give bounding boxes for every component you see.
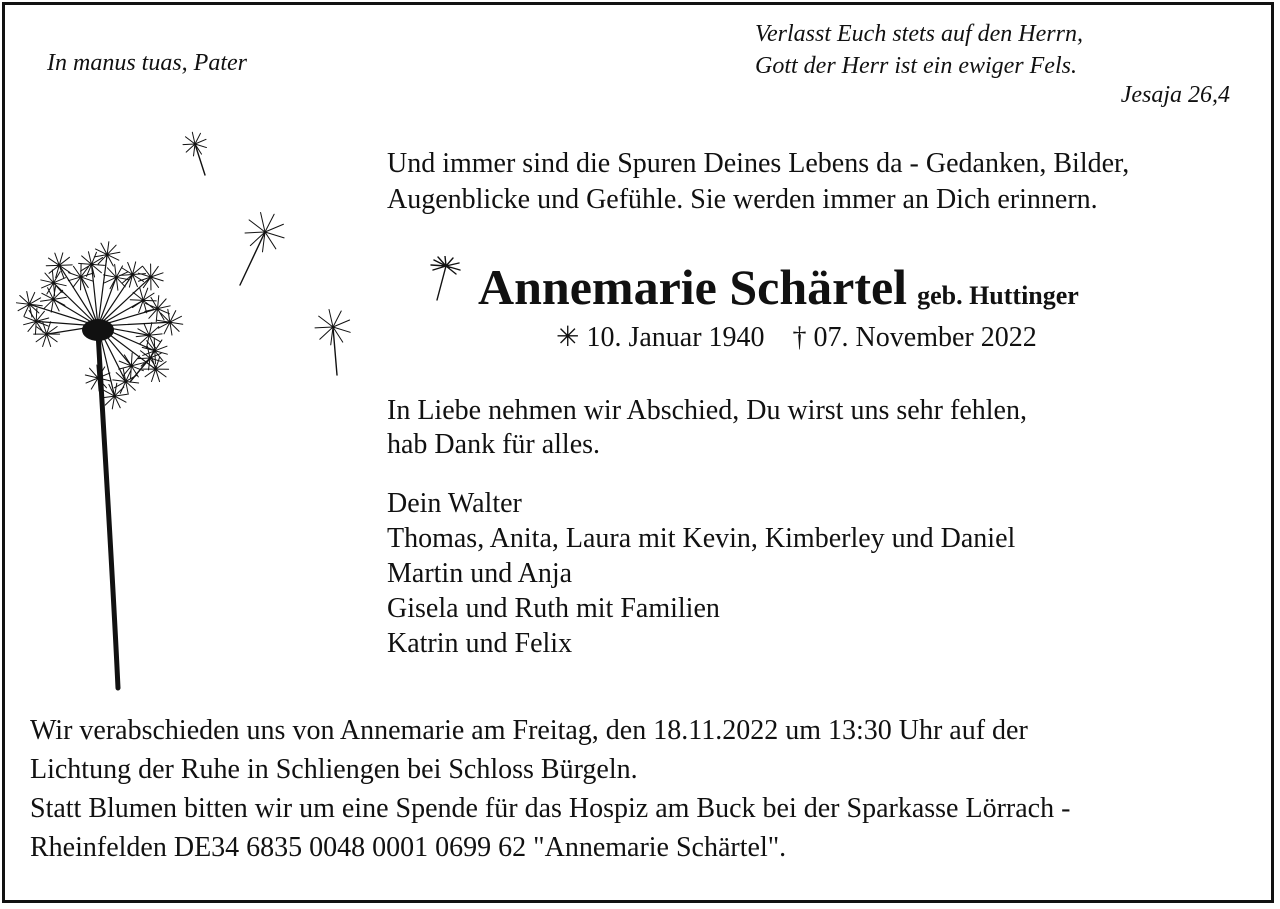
birth-date: 10. Januar 1940 <box>586 322 765 353</box>
birth-star-icon: ✳ <box>556 322 580 353</box>
family-signature <box>387 486 1015 661</box>
intro-line: Augenblicke und Gefühle. Sie werden immer an Dich erinnern. <box>387 184 1098 215</box>
intro-text <box>387 146 1129 218</box>
funeral-line: Wir verabschieden uns von Annemarie am Freitag, den 18.11.2022 um 13:30 Uhr auf der <box>30 715 1028 746</box>
family-line: Dein Walter <box>387 488 522 519</box>
deceased-heading <box>478 258 1079 316</box>
bible-verse-line: Verlasst Euch stets auf den Herrn, <box>755 21 1083 47</box>
donation-line: Rheinfelden DE34 6835 0048 0001 0699 62 "Annemarie Schärtel". <box>30 832 787 863</box>
donation-line: Statt Blumen bitten wir um eine Spende für das Hospiz am Buck bei der Sparkasse Lörrach - <box>30 793 1071 824</box>
funeral-line: Lichtung der Ruhe in Schliengen bei Schloss Bürgeln. <box>30 754 638 785</box>
family-line: Katrin und Felix <box>387 628 573 659</box>
death-date: 07. November 2022 <box>813 322 1037 353</box>
verse-reference: Jesaja 26,4 <box>1120 82 1230 108</box>
dandelion-seed-icon <box>426 256 462 304</box>
dandelion-illustration <box>0 120 380 700</box>
cross-icon: † <box>792 322 807 353</box>
deceased-name: Annemarie Schärtel <box>478 259 908 315</box>
farewell-text <box>387 394 1027 462</box>
family-line: Martin und Anja <box>387 558 573 589</box>
bible-verse-line: Gott der Herr ist ein ewiger Fels. <box>755 53 1077 79</box>
bible-verse <box>755 18 1083 82</box>
funeral-details <box>30 711 1070 867</box>
family-line: Thomas, Anita, Laura mit Kevin, Kimberley und Daniel <box>387 523 1016 554</box>
maiden-name: geb. Huttinger <box>917 281 1079 310</box>
latin-quote: In manus tuas, Pater <box>47 50 247 76</box>
intro-line: Und immer sind die Spuren Deines Lebens da - Gedanken, Bilder, <box>387 148 1130 179</box>
family-line: Gisela und Ruth mit Familien <box>387 593 720 624</box>
life-dates <box>556 320 1037 354</box>
farewell-line: hab Dank für alles. <box>387 429 601 460</box>
farewell-line: In Liebe nehmen wir Abschied, Du wirst uns sehr fehlen, <box>387 395 1027 426</box>
